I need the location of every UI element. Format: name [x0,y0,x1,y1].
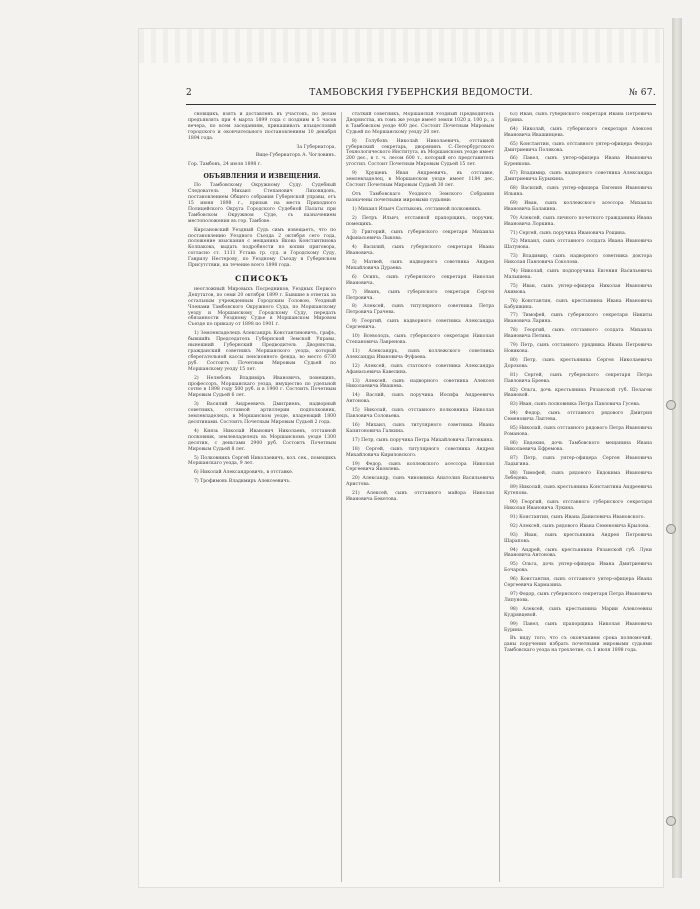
column-divider-2 [499,112,500,882]
list-item: 86) Евдокия, дочь Тамбовского мещанина Ивана Николаевича Ефремова. [504,440,652,452]
list-item: 16) Михаил, сынъ титулярного советника Ивана Капитоновича Галкина. [346,422,494,434]
binding-hole [666,400,676,410]
bleed-through-area [139,29,663,63]
page-number: 2 [186,88,193,98]
list-item: 79) Петр, сынъ отставного урядника Ивана Петровича Новикова. [504,343,652,354]
list-item: 10) Всеволодъ, сынъ губернского секретаря Николая Степановича Лавренова. [346,334,494,345]
list-item: 90) Георгий, сынъ отставного губернского секретаря Николая Ивановича Лукина. [504,500,652,512]
list-item: 80) Петр, сынъ крестьянина Сергея Николаевича Дорохова. [504,357,652,369]
issue-number: № 67. [628,88,656,98]
list-item: 70) Алексей, сынъ личного почетного гражданина Ивана Ивановича Лоркина. [504,215,652,227]
list-item: 77) Тимофей, сынъ губернского секретаря Никиты Ивановича Ларина. [504,313,652,325]
list-item: 7) Иванъ, сынъ губернского секретаря Сергея Петровича. [346,289,494,301]
list-item: Въ виду того, что съ окончанием срока полномочий, даны поручения избрать почетными мировыми судьями Тамбовскаго уезда на трехлетие, съ 1 июля 1898 года. [504,636,652,654]
list-item: 72) Михаил, сынъ отставного солдата Ивана Ивановича Шатунова. [504,239,652,251]
list-item: 89) Николай, сынъ крестьянина Константина Андреевича Кутепова. [504,485,652,497]
notice-paragraph: Кирсановский Уездный Судъ симъ извещаетъ, что по постановлению Уездного Съезда 2 октября сего года, положение взыскания с мещанина Якова Константинова Колпакова, выдать подробности по копии приговора, согласно ст. 1111 Устава гр. суд. и Городскому Суду, Гаврилу Нестерову, по Уездному Съезду в Губернском Присутствии, на течение всего 1898 года. [188,227,336,269]
list-item: 97) Федор, сынъ губернского секретаря Петра Ивановича Ляпунова. [504,592,652,603]
place-date: Гор. Тамбовъ, 24 июля 1898 г. [188,162,262,168]
list-item: 2) Петръ Ильич, отставной прапорщикъ, поручик, помещикъ. [346,215,494,227]
page-header [186,86,656,102]
list-item: 96) Константин, сынъ отставного унтер-офицера Ивана Сергеевича Кармазина. [504,577,652,589]
list-item: 67) Владимир, сынъ надворного советника Александра Дмитриевича Бурыкина. [504,171,652,183]
list-item: 6) Николай Александровичъ, в отставке. [194,470,294,476]
list-item: 84) Федор, сынъ отставного рядового Дмитрия Семеновича Лаптева. [504,411,652,423]
notice-paragraph: По Тамбовскому Окружному Суду. Судебный Следователь Михаил Степанович Лиховидовъ, постановлением Общего собрания Губернской управы, отъ 15 июня 1898 г., призыв на места Приходного Полицейского Округа Городского Судебной Палаты при Тамбовском Окружном Суде, съ назначением местоположения въ гор. Тамбове. [188,183,336,224]
page-edge-shadow [672,18,682,878]
list-item: 85) Николай, сынъ отставного рядового Петра Ивановича Романова. [504,426,652,437]
list-item: 1) Михаил Ильич Салтыковъ, отставной полковникъ. [352,206,482,212]
list-item: 78) Георгий, сынъ отставного солдата Михаила Ивановича Петина. [504,328,652,340]
list-item: 21) Алексей, сынъ отставного майора Николая Ивановича Бекетова. [346,491,494,503]
binding-hole [666,816,676,826]
list-item: 75) Иван, сынъ унтер-офицера Николая Ивановича Акимова. [504,283,652,295]
list-item: 88) Тимофей, сынъ рядового Евдокима Ивановича Лебедева. [504,470,652,482]
list-item: 3) Василий Андреевичъ Дмитриевъ, надворный советникъ, отставной артиллерии подполковник, землевладелецъ, в Моршанском уезде, владеющий 1800 десятинами. Состоитъ Почетным Мировым Судьей 2 года. [188,402,336,425]
list-item: 66) Павел, сынъ унтер-офицера Ивана Ивановича Буренкова. [504,156,652,168]
list-item: 74) Николай, сынъ подпоручика Евгения Васильевича Малышева. [504,269,652,280]
newspaper-title: ТАМБОВСКИЯ ГУБЕРНСКИЯ ВЕДОМОСТИ. [309,88,533,98]
column-divider-1 [341,112,342,882]
list-item: 9) Георгий, сынъ надворного советника Александра Сергеевича. [346,319,494,331]
list-item: 13) Алексей, сынъ надворного советника Алексея Николаевича Ивашева. [346,378,494,390]
list-item: 93) Иван, сынъ крестьянина Андрея Петровича Шарапова. [504,532,652,544]
list-item: 92) Алексей, сынъ рядового Ивана Семеновича Крылова. [510,523,650,529]
list-item: 12) Алексей, сынъ статского советника Александра Афанасьевича Кавелина. [346,363,494,375]
intro-paragraph: сновщикъ, взятъ и доставленъ въ участокъ, по делам предъявлять при 4 марта 1899 года с поздним в 5 часов вечера, по всем заседаниям, прикашивать ильщесловий городского и окончательного постановлениям 10 декабря 1894 года. [188,112,336,141]
list-heading: СПИСОКЪ [235,273,289,283]
section-heading: ОБЪЯВЛЕНИЯ И ИЗВЕЩЕНИЯ. [203,173,321,181]
header-rule [186,104,656,105]
list-item: 2) Нелюбовъ Владиміръ Ивановичъ, помещикъ, профессоръ, Моршанскаго уезда, имущество по удельной сотне в 1898 году 500 руб. и в 1900 г. Состоитъ Почетным Мировым Судьей 6 лет. [188,375,336,399]
text-column-3 [504,112,652,882]
text-column-1 [188,112,336,882]
list-item: 11) Александръ, сынъ коллежского советника Александра Ивановича Фуфаева. [346,348,494,360]
list-item: 91) Константин, сынъ Ивана Даниловича Ивановского. [510,514,645,520]
list-item: 20) Александр, сынъ чиновника Анатолия Васильевича Аристова. [346,476,494,488]
signature-line-1: За Губернатора, [296,144,336,150]
list-item: 19) Федор, сынъ коллежского асессора Николая Сергеевича Яковлева. [346,461,494,473]
list-item: 71) Сергей, сынъ поручика Ивановича Рощина. [510,230,627,236]
list-item: 3) Григорий, сынъ губернского секретаря Михаила Афанасьевича Лыкова. [346,230,494,242]
list-item: 18) Сергей, сынъ титулярного советника Андрея Михайловича Кириловского. [346,446,494,458]
list-item: 98) Алексей, сынъ крестьянина Марии Алексеевны Кудрявцевой. [504,606,652,618]
list-item: 8) Алексей, сынъ титулярного советника Петра Петровича Грачева. [346,304,494,316]
list-item: 63) Иван, сынъ губернского секретаря Ивана Петровича Бурина. [504,112,652,123]
list-item: 4) Князь Николай Иванович Николаевъ, отставной полковник, землевладелецъ въ Моршанскомъ уезде 1300 десятин, с деньгами 2900 руб. Состоитъ Почетным Мировым Судьей 8 лет. [188,428,336,452]
list-item: 76) Константин, сынъ крестьянина Ивана Ивановича Бабушкина. [504,298,652,310]
list-item: 81) Сергей, сынъ губернского секретаря Петра Павловича Бреева. [504,372,652,384]
list-item: 94) Андрей, сынъ крестьянина Рязанской губ. Луки Ивановича Антонова. [504,547,652,559]
list-item: 1) Землевладелецъ Александръ Константиновичъ, графъ, бывшийъ Председатель Губернской Земской Управы, нынешний Губернский Предводитель Дворянства, гражданский советникъ Моршанского уезда, который сберегательной кассы пенсионного фонда, во место 6730 руб. Состоитъ Почетным Мировым Судьей по Моршанскому уезду 15 лет. [188,331,336,372]
list-item: статкий советникъ, Моршанскій Уездный Предводитель Дворянства, въ томъ же уезде имеет земли 1020 д. 100 р., а в Тамбовском уезде 400 дес. Состоит Почетным Мировым Судьей по Моршанскому уезду 20 лет. [346,112,494,135]
list-item: 14) Васлий, сынъ поручика Иосифа Андреевича Антонова. [346,393,494,405]
list-item: 69) Иван, сынъ коллежского асессора Михаила Ивановича Балакина. [504,200,652,212]
list-item: 65) Константин, сынъ отставного унтер-офицера Федора Дмитриевича Полякова. [504,141,652,153]
list-intro: неотложный Мировыхъ Посредников, Уездных Первого Депутатов, по семи 20 октября 1899 г. Бывшие в ответах за остальным учрежденным Городским Головою, Уездный Членами Тамбовского Окружного Суда, по Моршанскому уезду и Моршанскому Городскому Суду, передать обязанности Уездному Судье в Моршанском Мировом Съезде по приказу от 1898 по 1901 г. [188,286,336,328]
text-column-2 [346,112,494,882]
list-item: 6) Осипъ, сынъ губернского секретаря Николая Ивановича. [346,274,494,286]
list-item: 73) Владимир, сынъ надворного советника доктора Николая Павловича Соколова. [504,254,652,266]
list-item: 9) Хрущевъ Иван Андреевичъ, въ отставке, землевладелец, в Моршанском уезде имеет 1184 дес. Состоит Почетным Мировым Судьей 30 лет. [346,171,494,188]
list-item: 15) Николай, сынъ отставного полковника Николая Павловича Соловьева. [346,408,494,420]
list-item: 4) Василий, сынъ губернского секретаря Ивана Ивановича. [346,245,494,257]
list-item: 5) Полковникъ Сергей Николаевичъ, кол. сек., помещикъ Моршанскаго уезда, 9 лет. [188,455,336,467]
list-item: 99) Павел, сынъ прапорщика Николая Ивановича Бурина. [504,621,652,633]
list-item: 17) Петр, сынъ поручика Петра Михайловича Литовкина. [352,437,494,443]
list-item: 5) Матвей, сынъ надворного советника Андрея Михайловича Дураева. [346,260,494,271]
list-item: 82) Ольга, дочь крестьянина Рязанской губ. Пелагеи Ивановой. [504,387,652,399]
list-item: 83) Иван, сынъ полковника Петра Павловича Гусева. [510,402,641,408]
list-item: Отъ Тамбовскаго Уездного Земского Собрания назначены почетными мировыми судьями: [346,191,494,203]
list-item: 68) Василий, сынъ унтер-офицера Евгения Ивановича Ильина. [504,186,652,197]
binding-hole [666,524,676,534]
list-item: 7) Трофимовъ Владимиръ Алексеевичъ. [194,479,291,485]
list-item: 95) Ольга, дочь унтер-офицера Ивана Дмитриевича Бочарова. [504,562,652,574]
list-item: 64) Николай, сынъ губернского секретаря Алексея Ивановича Ивашинцева. [504,126,652,138]
list-item: 8) Голубовъ Николай Николаевичъ, отставной губернский секретарь, дворянинъ С.-Петербургского Технологического Института, въ Моршанскомъ уезде имеет 200 дес., в т. ч. лесом 600 т., который его представитель угостил. Состоит Почетным Мировым Судьей 15 лет. [346,138,494,168]
signature-line-2: Вице-Губернаторъ А. Чогловинъ. [255,153,336,159]
list-item: 87) Петр, сынъ унтер-офицера Сергея Ивановича Ладыгина. [504,455,652,467]
